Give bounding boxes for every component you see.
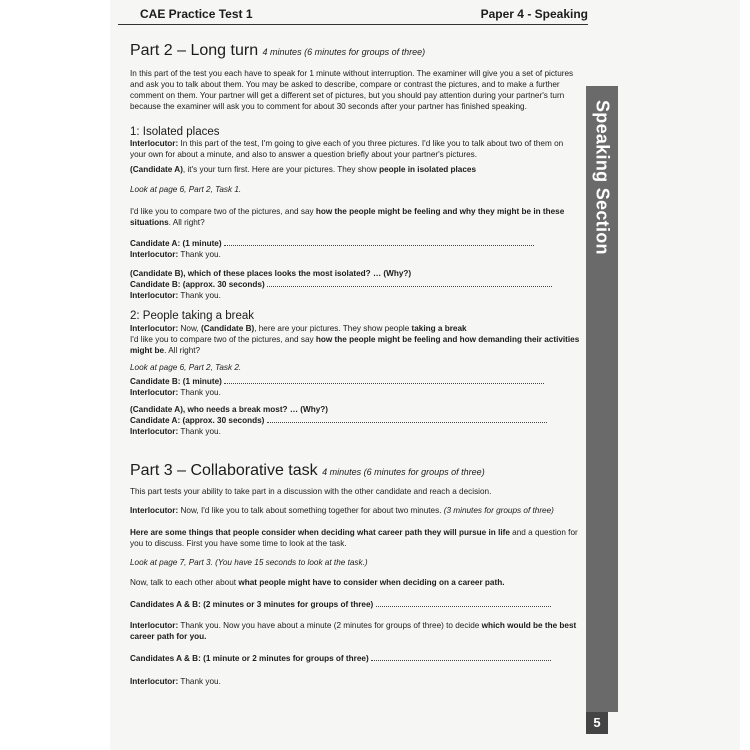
speaker-label: Interlocutor: [130,250,179,259]
speech-text: . All right? [164,346,201,355]
speech-text: In this part of the test, I'm going to give each of you three pictures. I'd like you to talk about two of them on your own for about a minute, and also to answer a question briefly about your partner's pictures. [130,139,564,159]
task-text: how the people might be feeling and how demanding their activities might be [130,335,580,355]
speech-text: Now, I'd like you to talk about something together for about two minutes. [178,506,444,515]
candidate-line-label: Candidate B: (1 minute) [130,377,222,386]
part3-title-text: Part 3 – Collaborative task [130,462,318,479]
speaker-label: Interlocutor: [130,139,179,148]
part2-subtitle: 4 minutes (6 minutes for groups of three) [262,47,426,57]
part2-s1-look-at: Look at page 6, Part 2, Task 1. [130,185,242,194]
part2-s2-thank2 [130,426,580,437]
part2-s1-compare [130,206,580,228]
part2-s1-candidate-b-line [130,279,580,290]
speaker-label: Interlocutor: [130,291,179,300]
speech-note: (3 minutes for groups of three) [443,506,554,515]
topic-text: taking a break [411,324,467,333]
part2-s1-thank2 [130,290,580,301]
answer-dotted-line [376,599,551,607]
task-text: what people might have to consider when deciding on a career path. [238,578,505,587]
part2-s1-candidate-a-line [130,238,580,249]
part3-things [130,527,580,549]
page-number: 5 [586,712,608,734]
speech-text: I'd like you to compare two of the pictures, and say [130,335,316,344]
part3-title [130,462,485,480]
speech-text: Thank you. [178,388,221,397]
task-text: how the people might be feeling and why they might be in these situations [130,207,565,227]
part2-s2-candidate-b-line [130,376,580,387]
question-text: (Candidate B), which of these places looks the most isolated? … (Why?) [130,269,412,278]
part2-s1-question [130,268,580,279]
question-text: (Candidate A), who needs a break most? … (Why?) [130,405,329,414]
speaker-label: Interlocutor: [130,506,179,515]
speech-text: Thank you. [178,291,221,300]
part2-s2-thank1 [130,387,580,398]
answer-dotted-line [224,376,544,384]
header-test-title: CAE Practice Test 1 [140,7,253,21]
sidebar-label: Speaking Section [592,100,613,255]
page-header [118,4,588,25]
part2-s2-heading: 2: People taking a break [130,310,255,322]
header-paper-title: Paper 4 - Speaking [480,7,588,21]
candidate-ref: (Candidate B) [200,324,255,333]
part2-s2-question [130,404,580,415]
part2-intro: In this part of the test you each have to speak for 1 minute without interruption. The examiner will give you a set of pictures and ask you to talk about them. You may be asked to describe, compare or contrast the pictures, and to make a further comment on them. Your partner will get a different set of pictures, but you should pay attention during your partner's turn because the examiner will ask you to comment for about 30 seconds after your partner has finished speaking. [130,69,574,111]
speech-text: Thank you. [178,427,221,436]
part3-candidates-line-1 [130,599,580,610]
candidate-ref: (Candidate A) [130,165,183,174]
task-text: Here are some things that people consider when deciding what career path they will pursue in life [130,528,510,537]
candidate-line-label: Candidate A: (1 minute) [130,239,222,248]
speech-text: , here are your pictures. They show people [254,324,412,333]
part3-intro: This part tests your ability to take part in a discussion with the other candidate and reach a decision. [130,487,492,496]
speaker-label: Interlocutor: [130,677,179,686]
part2-s2-candidate-a-line [130,415,580,426]
part3-interlocutor-2 [130,620,580,642]
speech-text: Thank you. [178,250,221,259]
part2-s1-heading: 1: Isolated places [130,126,220,138]
part3-talk [130,577,580,588]
candidate-line-label: Candidates A & B: (2 minutes or 3 minutes for groups of three) [130,600,374,609]
speaker-label: Interlocutor: [130,427,179,436]
part2-s1-candidate-a-intro [130,164,580,175]
speech-text: Thank you. [178,677,221,686]
part2-s2-compare [130,334,580,356]
task-text: which would be the best career path for you. [130,621,577,641]
part2-s2-interlocutor [130,323,580,334]
part2-title [130,42,425,60]
candidate-line-label: Candidate A: (approx. 30 seconds) [130,416,265,425]
part3-subtitle: 4 minutes (6 minutes for groups of three) [322,467,485,477]
part2-s1-interlocutor [130,138,580,160]
speech-text: Now, [178,324,201,333]
speech-text: and a question for you to discuss. First you have some time to look at the task. [130,528,578,548]
speech-text: . All right? [168,218,205,227]
part2-s1-thank1 [130,249,580,260]
speaker-label: Interlocutor: [130,621,179,630]
topic-text: people in isolated places [379,165,477,174]
answer-dotted-line [371,653,551,661]
speech-text: , it's your turn first. Here are your pictures. They show [182,165,380,174]
part3-look-at: Look at page 7, Part 3. (You have 15 seconds to look at the task.) [130,558,368,567]
speaker-label: Interlocutor: [130,324,179,333]
answer-dotted-line [224,238,534,246]
part2-title-text: Part 2 – Long turn [130,42,259,59]
candidate-line-label: Candidates A & B: (1 minute or 2 minutes for groups of three) [130,654,369,663]
part2-s2-look-at: Look at page 6, Part 2, Task 2. [130,363,242,372]
speaker-label: Interlocutor: [130,388,179,397]
part3-candidates-line-2 [130,653,580,664]
speech-text: Now, talk to each other about [130,578,239,587]
answer-dotted-line [267,279,552,287]
speech-text: Thank you. Now you have about a minute (2 minutes for groups of three) to decide [178,621,482,630]
part3-thank [130,676,580,687]
speech-text: I'd like you to compare two of the pictures, and say [130,207,316,216]
candidate-line-label: Candidate B: (approx. 30 seconds) [130,280,265,289]
part3-interlocutor [130,505,580,516]
answer-dotted-line [267,415,547,423]
